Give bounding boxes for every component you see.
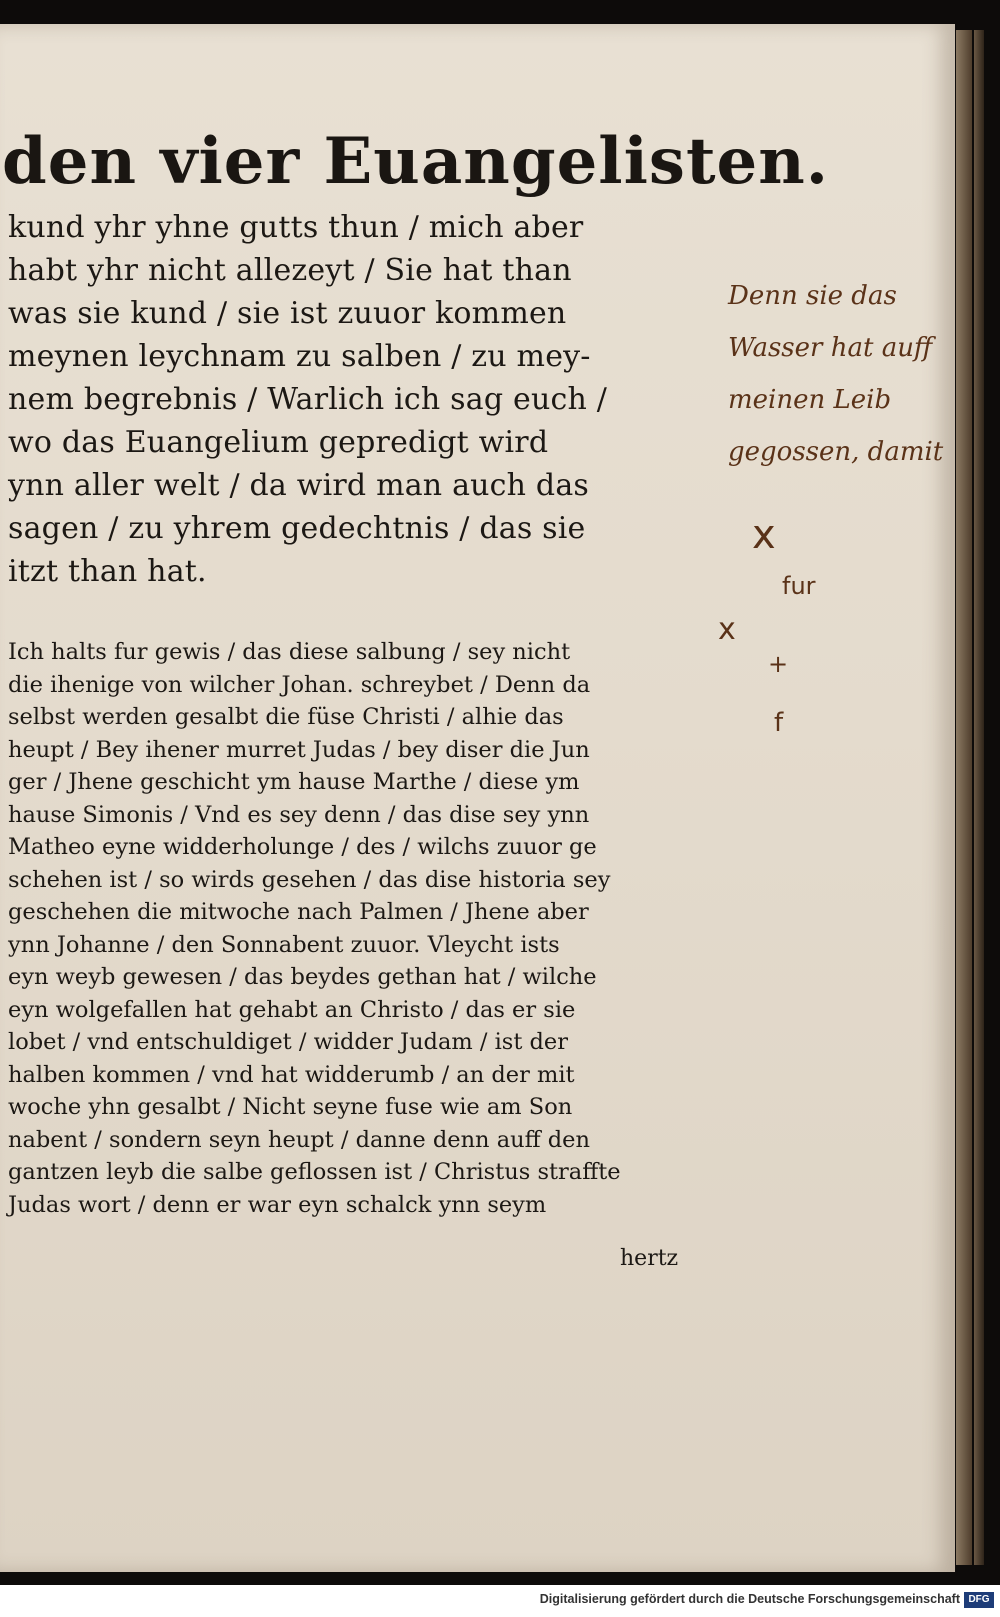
handwritten-margin-note — [728, 270, 948, 478]
gloss-line: halben kommen / vnd hat widderumb / an der mit — [8, 1061, 575, 1088]
gloss-line: gantzen leyb die salbe geflossen ist / Christus straffte — [8, 1159, 621, 1185]
text-line: meynen leychnam zu salben / zu mey- — [8, 339, 591, 374]
margin-note-line: Denn sie das — [728, 281, 897, 311]
main-text-large — [8, 206, 708, 593]
gloss-line: schehen ist / so wirds gesehen / das dise historia sey — [8, 866, 611, 893]
binding-edge — [974, 30, 984, 1565]
gloss-line: die ihenige von wilcher Johan. schreybet / Denn da — [8, 671, 591, 698]
gloss-line: hause Simonis / Vnd es sey denn / das dise sey ynn — [8, 801, 590, 828]
gloss-line: ger / Jhene geschicht ym hause Marthe / diese ym — [8, 769, 580, 795]
gloss-line: heupt / Bey ihener murret Judas / bey diser die Jun — [8, 736, 590, 763]
page-edge — [956, 30, 972, 1565]
margin-mark-symbol: + — [768, 650, 789, 678]
text-line: habt yhr nicht allezeyt / Sie hat than — [8, 253, 572, 288]
gloss-line: geschehen die mitwoche nach Palmen / Jhene aber — [8, 899, 589, 925]
margin-mark-cross: x — [718, 612, 736, 647]
gloss-line: Judas wort / denn er war eyn schalck ynn seym — [8, 1191, 547, 1218]
text-line: kund yhr yhne gutts thun / mich aber — [8, 210, 584, 245]
text-line: was sie kund / sie ist zuuor kommen — [8, 296, 567, 331]
funding-credit: Digitalisierung gefördert durch die Deutsche Forschungsgemeinschaft — [539, 1592, 960, 1606]
gloss-line: Matheo eyne widderholunge / des / wilchs zuuor ge — [8, 834, 597, 860]
gloss-line: ynn Johanne / den Sonnabent zuuor. Vleycht ists — [8, 931, 560, 958]
gloss-line: lobet / vnd entschuldiget / widder Judam / ist der — [8, 1029, 569, 1055]
margin-note-line: meinen Leib — [728, 385, 892, 415]
gloss-text — [8, 636, 708, 1221]
dfg-logo: DFG — [964, 1592, 994, 1608]
text-line: ynn aller welt / da wird man auch das — [8, 468, 590, 503]
gloss-line: eyn wolgefallen hat gehabt an Christo / das er sie — [8, 996, 576, 1023]
footer-bar — [0, 1588, 1000, 1617]
margin-note-line: gegossen, damit — [728, 437, 944, 467]
running-head: den vier Euangelisten. — [2, 124, 830, 199]
text-line: sagen / zu yhrem gedechtnis / das sie — [8, 511, 586, 546]
text-line: itzt than hat. — [8, 554, 207, 589]
margin-mark-symbol: f — [774, 708, 784, 738]
text-line: nem begrebnis / Warlich ich sag euch / — [8, 382, 608, 417]
catchword: hertz — [620, 1246, 679, 1271]
gloss-line: nabent / sondern seyn heupt / danne denn auff den — [8, 1126, 590, 1153]
margin-mark-cross: x — [752, 512, 776, 558]
gloss-line: woche yhn gesalbt / Nicht seyne fuse wie am Son — [8, 1094, 573, 1120]
book-page — [0, 24, 955, 1572]
margin-mark-word: fur — [782, 572, 816, 600]
gloss-line: eyn weyb gewesen / das beydes gethan hat / wilche — [8, 964, 597, 990]
gloss-line: selbst werden gesalbt die füse Christi / alhie das — [8, 704, 564, 730]
text-line: wo das Euangelium gepredigt wird — [8, 425, 549, 460]
margin-note-line: Wasser hat auff — [728, 333, 933, 363]
gloss-line: Ich halts fur gewis / das diese salbung / sey nicht — [8, 639, 571, 665]
